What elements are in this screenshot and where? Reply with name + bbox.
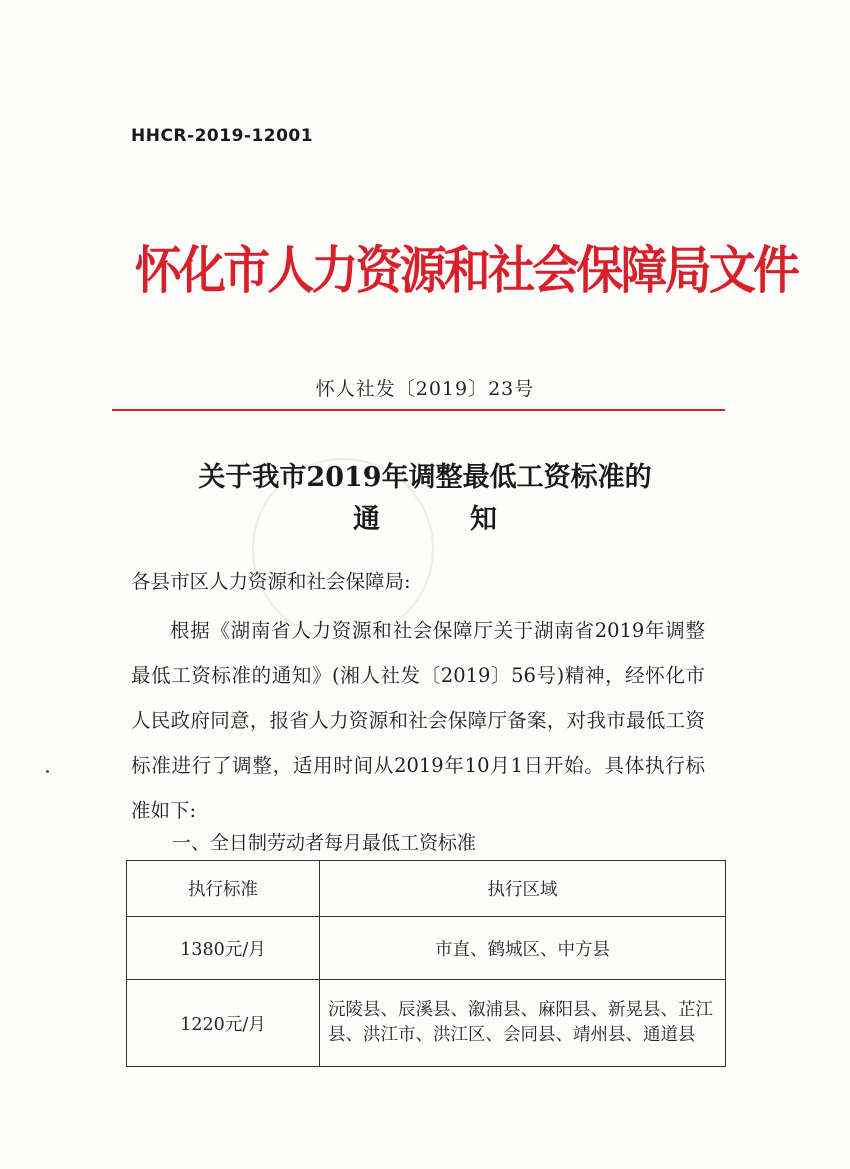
table-cell-area: 沅陵县、辰溪县、溆浦县、麻阳县、新晃县、芷江县、洪江市、洪江区、会同县、靖州县、通道县 (320, 980, 726, 1067)
table-row (127, 980, 726, 1067)
salutation: 各县市区人力资源和社会保障局: (131, 570, 411, 593)
body-paragraph: 根据《湖南省人力资源和社会保障厅关于湖南省2019年调整最低工资标准的通知》(湘人社发〔2019〕56号)精神，经怀化市人民政府同意，报省人力资源和社会保障厅备案，对我市最低工资标准进行了调整，适用时间从2019年10月1日开始。具体执行标准如下: (131, 619, 705, 822)
table-header-area: 执行区域 (320, 861, 726, 917)
notice-title-line2: 通知 (353, 504, 587, 535)
section-heading: 一、全日制劳动者每月最低工资标准 (172, 832, 477, 854)
scan-speck (46, 770, 49, 773)
table-header-standard: 执行标准 (127, 861, 320, 917)
body-text (131, 608, 705, 833)
document-code: HHCR-2019-12001 (131, 126, 314, 146)
table-row (127, 917, 726, 980)
document-number: 怀人社发〔2019〕23号 (315, 378, 535, 400)
notice-title-line1: 关于我市2019年调整最低工资标准的 (198, 462, 652, 493)
red-divider-line (112, 409, 725, 411)
issuer-header: 怀化市人力资源和社会保障局文件 (134, 242, 798, 301)
table-cell-area: 市直、鹤城区、中方县 (320, 917, 726, 980)
minimum-wage-table (126, 860, 726, 1067)
table-cell-standard: 1380元/月 (127, 917, 320, 980)
table-cell-standard: 1220元/月 (127, 980, 320, 1067)
table-header-row (127, 861, 726, 917)
